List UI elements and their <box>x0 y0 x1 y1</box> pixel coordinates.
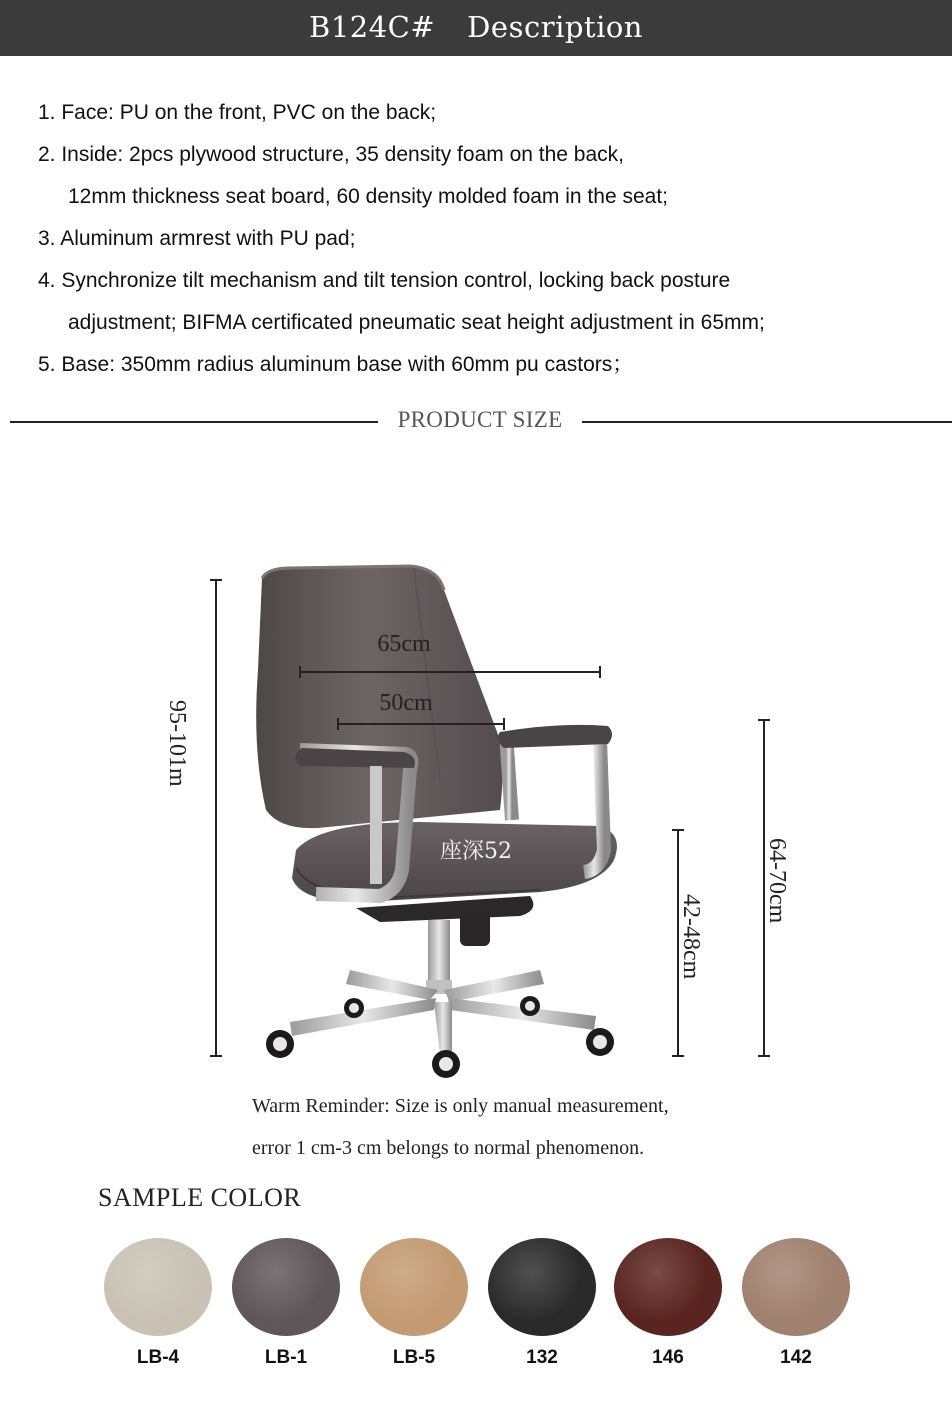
color-swatch-label: LB-1 <box>264 1347 308 1368</box>
seat-height-dimension <box>672 830 704 1056</box>
color-swatch-label: 142 <box>780 1347 812 1368</box>
overall-width-label: 65cm <box>377 631 431 657</box>
description-line-4-cont: adjustment; BIFMA certificated pneumatic seat height adjustment in 65mm; <box>68 311 765 334</box>
model-number: B124C# <box>309 10 436 44</box>
page-title <box>0 10 952 44</box>
color-swatch <box>614 1238 722 1336</box>
description-line-2-cont: 12mm thickness seat board, 60 density molded foam in the seat; <box>68 185 668 208</box>
seat-depth-label: 座深52 <box>440 839 512 864</box>
description-line-3: 3. Aluminum armrest with PU pad; <box>38 227 356 250</box>
reminder-line-2: error 1 cm-3 cm belongs to normal phenomenon. <box>252 1137 645 1159</box>
sample-color-title: SAMPLE COLOR <box>98 1183 302 1212</box>
color-swatch <box>232 1238 340 1336</box>
description-line-1: 1. Face: PU on the front, PVC on the back; <box>38 101 437 124</box>
section-divider-right <box>582 421 952 423</box>
color-swatch <box>488 1238 596 1336</box>
warm-reminder <box>252 1085 669 1169</box>
description-line-2: 2. Inside: 2pcs plywood structure, 35 density foam on the back, <box>38 143 624 166</box>
header-title-label: Description <box>467 10 643 44</box>
chair-dimension-diagram <box>0 450 952 1100</box>
color-swatch <box>742 1238 850 1336</box>
description-line-4: 4. Synchronize tilt mechanism and tilt tension control, locking back posture <box>38 269 731 292</box>
color-swatch-label: 132 <box>526 1347 558 1368</box>
total-height-dimension <box>164 580 222 1056</box>
product-size-title: PRODUCT SIZE <box>397 407 563 432</box>
color-swatch-label: LB-4 <box>136 1347 180 1368</box>
color-swatch <box>360 1238 468 1336</box>
seat-width-label: 50cm <box>379 690 433 716</box>
description-list <box>38 92 938 386</box>
arm-height-dimension <box>758 720 790 1056</box>
seat-height-label: 42-48cm <box>678 894 704 980</box>
color-swatch <box>104 1238 212 1336</box>
section-divider-left <box>10 421 378 423</box>
chair-image <box>256 566 617 1078</box>
description-line-5: 5. Base: 350mm radius aluminum base with 60mm pu castors； <box>38 353 634 376</box>
color-swatch-label: LB-5 <box>392 1347 436 1368</box>
reminder-line-1: Warm Reminder: Size is only manual measurement, <box>252 1095 669 1117</box>
color-swatch-label: 146 <box>652 1347 684 1368</box>
arm-height-label: 64-70cm <box>764 838 790 924</box>
header-bar <box>0 0 952 56</box>
total-height-label: 95-101m <box>164 700 190 787</box>
